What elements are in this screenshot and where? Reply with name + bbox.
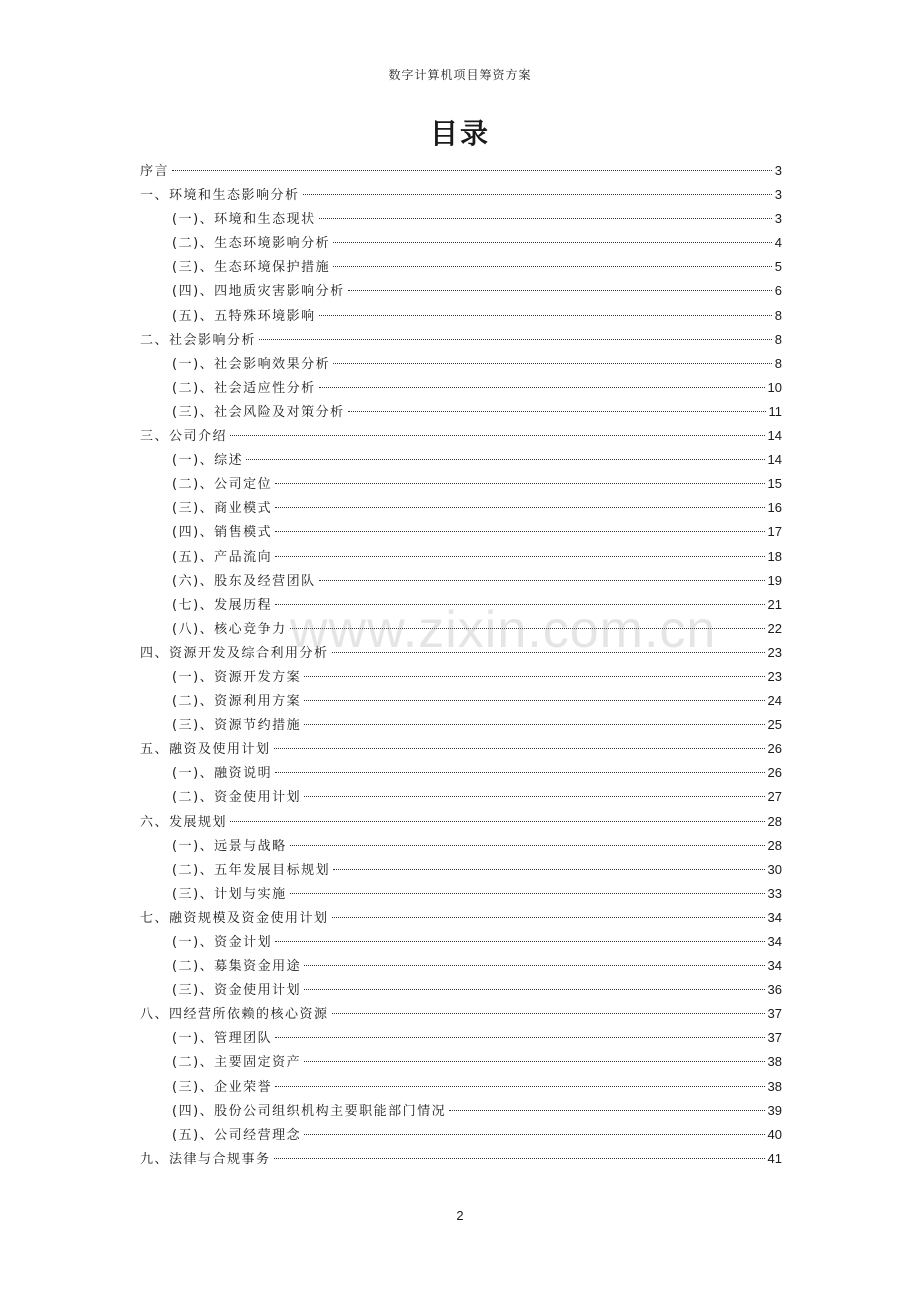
toc-leader-dots [274,1158,765,1159]
toc-entry-page: 34 [767,958,782,974]
table-of-contents [140,160,782,1172]
toc-entry[interactable] [140,425,782,449]
toc-entry-page: 28 [767,837,782,853]
toc-entry-title: (二)、募集资金用途 [172,959,302,975]
running-header: 数字计算机项目筹资方案 [388,68,532,82]
toc-leader-dots [304,700,764,701]
toc-entry-title: (二)、五年发展目标规划 [172,862,331,878]
toc-entry-page: 19 [767,572,782,588]
toc-entry-page: 37 [767,1006,782,1022]
toc-entry-page: 6 [774,283,782,299]
toc-entry-page: 23 [767,668,782,684]
toc-entry-title: (三)、计划与实施 [172,886,287,902]
toc-entry-title: (六)、股东及经营团队 [172,573,316,589]
toc-leader-dots [333,266,772,267]
toc-entry[interactable] [140,232,782,256]
toc-leader-dots [230,435,765,436]
toc-entry-page: 8 [774,331,782,347]
toc-leader-dots [172,170,772,171]
toc-entry-page: 39 [767,1102,782,1118]
toc-leader-dots [319,315,772,316]
toc-entry-title: (二)、主要固定资产 [172,1055,302,1071]
toc-entry-page: 34 [767,934,782,949]
toc-entry[interactable] [140,979,782,1003]
toc-entry[interactable] [140,497,782,521]
toc-leader-dots [275,1037,764,1038]
toc-entry-page: 27 [767,789,782,805]
toc-entry-title: 一、环境和生态影响分析 [140,188,300,204]
toc-entry-title: 九、法律与合规事务 [140,1151,271,1167]
toc-leader-dots [275,941,764,942]
toc-leader-dots [290,845,765,846]
page-title: 目录 [429,117,490,150]
toc-entry[interactable] [140,738,782,762]
toc-leader-dots [230,821,765,822]
toc-entry-title: (五)、公司经营理念 [172,1127,302,1143]
toc-entry-title: (八)、核心竞争力 [172,621,287,637]
toc-leader-dots [275,531,764,532]
toc-entry-page: 10 [767,379,782,395]
toc-entry-title: (一)、资金计划 [172,935,273,950]
toc-entry-title: (一)、资源开发方案 [172,669,302,685]
toc-entry-title: (二)、公司定位 [172,477,273,493]
toc-entry[interactable] [140,521,782,545]
toc-entry-page: 18 [767,548,782,564]
toc-leader-dots [332,917,765,918]
toc-entry[interactable] [140,1051,782,1075]
toc-leader-dots [275,604,764,605]
toc-entry-title: (四)、四地质灾害影响分析 [172,284,345,300]
toc-entry-title: (一)、融资说明 [172,766,273,782]
toc-entry[interactable] [140,353,782,377]
toc-entry-page: 24 [767,693,782,709]
toc-entry-page: 8 [774,355,782,371]
toc-leader-dots [333,869,764,870]
toc-entry-page: 3 [774,187,782,203]
toc-leader-dots [348,411,766,412]
toc-entry[interactable] [140,256,782,280]
toc-entry-page: 14 [767,428,782,444]
toc-entry-title: 序言 [140,164,170,179]
toc-leader-dots [348,290,772,291]
toc-entry-title: 五、融资及使用计划 [140,742,271,758]
toc-entry[interactable] [140,1076,782,1100]
toc-entry[interactable] [140,642,782,666]
toc-entry-page: 22 [767,620,782,636]
toc-entry-page: 25 [767,717,782,733]
toc-entry[interactable] [140,160,782,184]
toc-leader-dots [319,218,772,219]
toc-entry[interactable] [140,859,782,883]
toc-entry-page: 38 [767,1078,782,1094]
toc-entry-title: (一)、远景与战略 [172,838,287,854]
toc-entry[interactable] [140,208,782,232]
toc-entry[interactable] [140,546,782,570]
toc-leader-dots [333,242,772,243]
toc-entry-title: 八、四经营所依赖的核心资源 [140,1007,329,1023]
toc-entry[interactable] [140,377,782,401]
toc-leader-dots [290,893,765,894]
toc-entry-title: (一)、管理团队 [172,1031,273,1047]
toc-leader-dots [275,507,764,508]
toc-entry-page: 21 [767,596,782,612]
toc-entry-title: (三)、企业荣誉 [172,1079,273,1095]
toc-entry[interactable] [140,1003,782,1027]
page-number: 2 [456,1208,464,1223]
toc-entry[interactable] [140,329,782,353]
toc-entry[interactable] [140,786,782,810]
toc-entry[interactable] [140,811,782,835]
toc-entry-page: 41 [767,1150,782,1166]
toc-entry-title: (二)、资金使用计划 [172,790,302,806]
toc-entry[interactable] [140,666,782,690]
toc-entry[interactable] [140,1148,782,1172]
toc-entry-page: 23 [767,644,782,660]
toc-entry[interactable] [140,835,782,859]
toc-entry-title: (五)、产品流向 [172,549,273,565]
toc-entry-title: (二)、生态环境影响分析 [172,236,331,252]
toc-entry-page: 3 [774,163,782,178]
toc-leader-dots [449,1110,764,1111]
toc-leader-dots [319,580,765,581]
toc-entry-page: 38 [767,1054,782,1070]
toc-leader-dots [304,796,764,797]
toc-leader-dots [274,748,765,749]
toc-leader-dots [275,556,764,557]
toc-entry-page: 34 [767,909,782,925]
toc-entry-page: 40 [767,1126,782,1142]
toc-entry-title: 二、社会影响分析 [140,332,257,348]
toc-entry[interactable] [140,473,782,497]
toc-entry[interactable] [140,305,782,329]
toc-entry[interactable] [140,570,782,594]
toc-entry-page: 11 [768,403,782,419]
toc-entry[interactable] [140,907,782,931]
toc-entry[interactable] [140,594,782,618]
toc-leader-dots [275,483,764,484]
toc-leader-dots [332,652,765,653]
toc-entry-title: 四、资源开发及综合利用分析 [140,645,329,661]
toc-entry-page: 14 [767,452,782,468]
toc-entry[interactable] [140,401,782,425]
toc-entry-title: (一)、社会影响效果分析 [172,356,331,372]
toc-entry-page: 17 [767,524,782,540]
toc-entry-page: 5 [774,259,782,275]
toc-leader-dots [304,989,764,990]
toc-entry-page: 4 [774,235,782,251]
toc-entry-title: 七、融资规模及资金使用计划 [140,910,329,926]
toc-leader-dots [333,363,772,364]
toc-leader-dots [304,724,764,725]
toc-leader-dots [303,194,772,195]
toc-entry-page: 26 [767,741,782,757]
toc-entry-page: 26 [767,765,782,781]
toc-entry-page: 30 [767,861,782,877]
toc-entry[interactable] [140,883,782,907]
toc-leader-dots [319,387,765,388]
toc-leader-dots [304,676,764,677]
toc-entry[interactable] [140,931,782,955]
toc-entry-title: (三)、商业模式 [172,501,273,517]
toc-leader-dots [290,628,765,629]
toc-entry-page: 16 [767,500,782,516]
toc-entry-title: (二)、资源利用方案 [172,694,302,710]
toc-leader-dots [246,459,764,460]
toc-entry-title: (一)、环境和生态现状 [172,212,316,228]
toc-entry[interactable] [140,1124,782,1148]
toc-entry[interactable] [140,955,782,979]
toc-entry[interactable] [140,618,782,642]
toc-entry[interactable] [140,1027,782,1051]
toc-entry-title: (二)、社会适应性分析 [172,380,316,396]
toc-entry-title: 六、发展规划 [140,814,228,830]
toc-leader-dots [332,1013,765,1014]
toc-entry[interactable] [140,714,782,738]
toc-leader-dots [275,1086,764,1087]
toc-entry[interactable] [140,690,782,714]
toc-entry-title: (四)、销售模式 [172,525,273,541]
toc-entry-title: (三)、资金使用计划 [172,983,302,999]
toc-entry-page: 33 [767,885,782,901]
toc-entry-title: (七)、发展历程 [172,597,273,613]
toc-entry[interactable] [140,762,782,786]
toc-entry-page: 36 [767,982,782,998]
toc-entry-title: (三)、生态环境保护措施 [172,260,331,276]
watermark: www.zixin.com.cn [290,601,717,659]
toc-entry-page: 37 [767,1030,782,1046]
toc-entry-title: (三)、社会风险及对策分析 [172,404,345,420]
toc-entry-title: 三、公司介绍 [140,429,228,445]
toc-leader-dots [275,772,764,773]
toc-leader-dots [304,965,764,966]
toc-entry[interactable] [140,184,782,208]
toc-entry-title: (五)、五特殊环境影响 [172,308,316,324]
toc-entry-page: 15 [767,476,782,492]
toc-leader-dots [259,339,772,340]
toc-entry-page: 28 [767,813,782,829]
toc-entry-page: 3 [774,211,782,227]
toc-entry-title: (三)、资源节约措施 [172,718,302,734]
toc-entry[interactable] [140,449,782,473]
toc-entry[interactable] [140,1100,782,1124]
toc-entry-title: (一)、综述 [172,453,244,469]
toc-leader-dots [304,1134,764,1135]
toc-entry-page: 8 [774,307,782,323]
toc-entry[interactable] [140,280,782,304]
toc-entry-title: (四)、股份公司组织机构主要职能部门情况 [172,1103,447,1119]
toc-leader-dots [304,1061,764,1062]
